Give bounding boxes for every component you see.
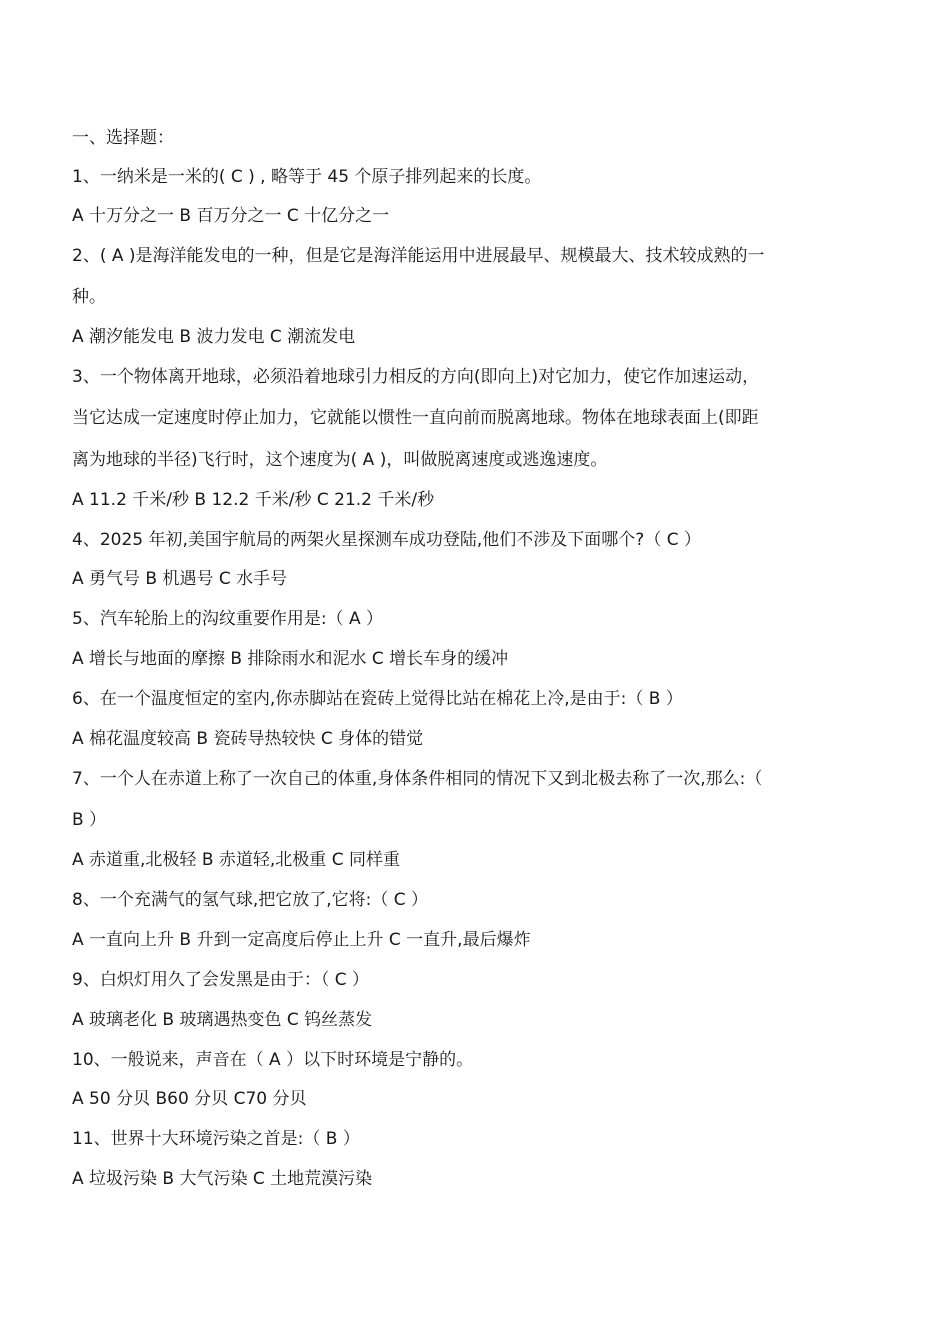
question-6-options: A 棉花温度较高 B 瓷砖导热较快 C 身体的错觉 — [72, 729, 424, 749]
question-4-text: 4、2025 年初,美国宇航局的两架火星探测车成功登陆,他们不涉及下面哪个?（ C ） — [72, 530, 701, 550]
question-11-text: 11、世界十大环境污染之首是:（ B ） — [72, 1129, 360, 1149]
question-2-options: A 潮汐能发电 B 波力发电 C 潮流发电 — [72, 327, 356, 347]
question-8-options: A 一直向上升 B 升到一定高度后停止上升 C 一直升,最后爆炸 — [72, 930, 531, 950]
question-6-text: 6、在一个温度恒定的室内,你赤脚站在瓷砖上觉得比站在棉花上冷,是由于:（ B ） — [72, 689, 683, 709]
question-5-text: 5、汽车轮胎上的沟纹重要作用是:（ A ） — [72, 609, 383, 629]
question-7-text-cont: B ） — [72, 810, 107, 830]
question-10-options: A 50 分贝 B60 分贝 C70 分贝 — [72, 1089, 307, 1109]
question-9-text: 9、白炽灯用久了会发黑是由于：（ C ） — [72, 970, 369, 990]
question-2-text-cont: 种。 — [72, 287, 106, 307]
question-2-text: 2、( A )是海洋能发电的一种，但是它是海洋能运用中进展最早、规模最大、技术较成熟的一 — [72, 246, 765, 266]
question-8-text: 8、一个充满气的氢气球,把它放了,它将:（ C ） — [72, 890, 429, 910]
question-10-text: 10、一般说来，声音在（ A ）以下时环境是宁静的。 — [72, 1050, 474, 1070]
question-7-options: A 赤道重,北极轻 B 赤道轻,北极重 C 同样重 — [72, 850, 400, 870]
question-1-options: A 十万分之一 B 百万分之一 C 十亿分之一 — [72, 206, 390, 226]
question-3-text-cont-2: 离为地球的半径)飞行时，这个速度为( A )，叫做脱离速度或逃逸速度。 — [72, 450, 608, 470]
question-5-options: A 增长与地面的摩擦 B 排除雨水和泥水 C 增长车身的缓冲 — [72, 649, 509, 669]
question-4-options: A 勇气号 B 机遇号 C 水手号 — [72, 569, 288, 589]
question-3-options: A 11.2 千米/秒 B 12.2 千米/秒 C 21.2 千米/秒 — [72, 490, 435, 510]
question-9-options: A 玻璃老化 B 玻璃遇热变色 C 钨丝蒸发 — [72, 1010, 373, 1030]
question-11-options: A 垃圾污染 B 大气污染 C 土地荒漠污染 — [72, 1169, 373, 1189]
question-1-text: 1、一纳米是一米的( C ) , 略等于 45 个原子排列起来的长度。 — [72, 167, 542, 187]
question-3-text: 3、一个物体离开地球，必须沿着地球引力相反的方向(即向上)对它加力，使它作加速运动， — [72, 367, 760, 387]
question-3-text-cont-1: 当它达成一定速度时停止加力，它就能以惯性一直向前而脱离地球。物体在地球表面上(即距 — [72, 408, 759, 428]
section-title: 一、选择题： — [72, 128, 174, 148]
question-7-text: 7、一个人在赤道上称了一次自己的体重,身体条件相同的情况下又到北极去称了一次,那么:（ — [72, 769, 763, 789]
